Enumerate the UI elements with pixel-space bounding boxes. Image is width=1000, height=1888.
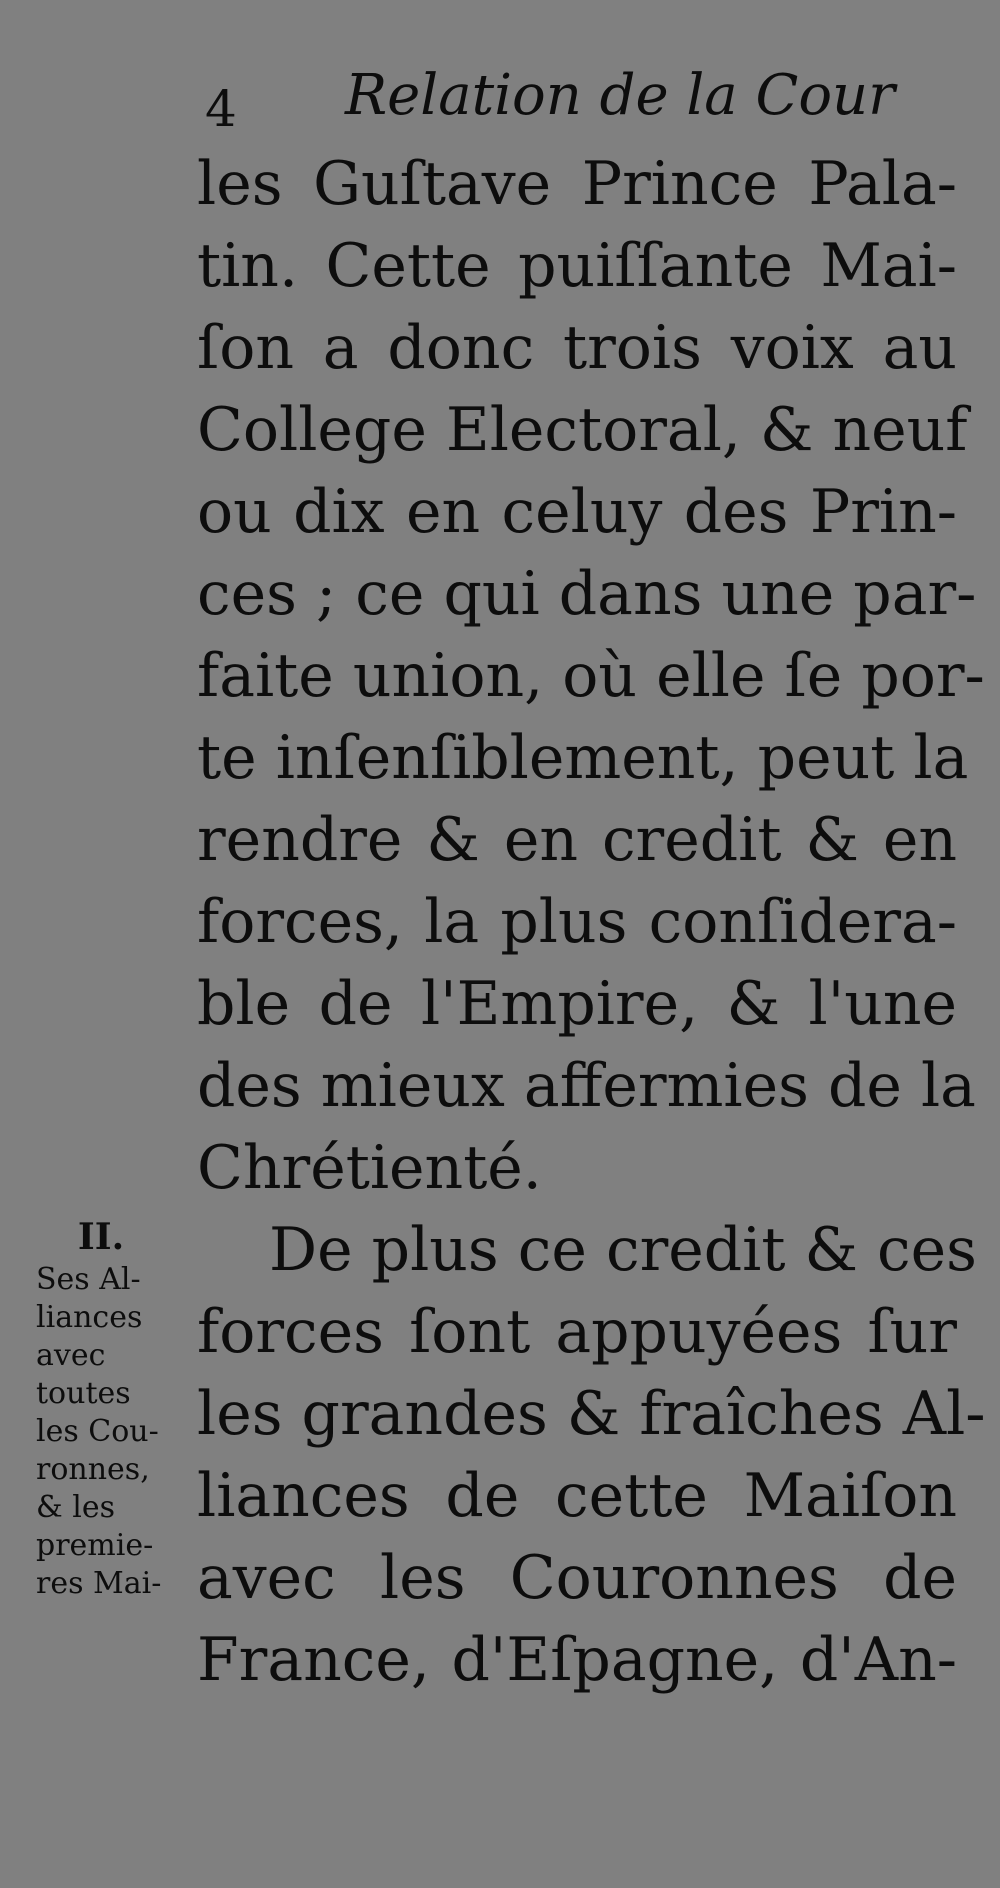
margin-note-line: premie-	[36, 1528, 154, 1563]
margin-note-number: II.	[77, 1216, 125, 1258]
margin-note-line: res Mai-	[36, 1566, 162, 1601]
margin-note-line: avec	[36, 1338, 106, 1373]
text-line: faite union, où elle ſe por-	[197, 641, 985, 711]
margin-note	[36, 1215, 186, 1603]
page-number: 4	[205, 80, 237, 138]
margin-note-line: ronnes,	[36, 1452, 150, 1487]
text-line: ou dix en celuy des Prin-	[197, 477, 957, 547]
text-line: France, d'Eſpagne, d'An-	[197, 1625, 957, 1695]
text-line: forces, la plus conſidera-	[197, 887, 957, 957]
margin-note-line: liances	[36, 1300, 143, 1335]
running-head: Relation de la Cour	[345, 63, 895, 128]
margin-note-line: Ses Al-	[36, 1262, 141, 1297]
page-header	[205, 63, 965, 138]
text-line: des mieux affermies de la	[197, 1051, 976, 1121]
margin-note-line: toutes	[36, 1376, 131, 1411]
body-text	[197, 143, 986, 1701]
text-line: avec les Couronnes de	[197, 1543, 957, 1613]
text-line: ble de l'Empire, & l'une	[197, 969, 957, 1039]
text-line: ces ; ce qui dans une par-	[197, 559, 977, 629]
text-line: De plus ce credit & ces	[269, 1215, 977, 1285]
margin-note-line: & les	[36, 1490, 115, 1525]
text-line: ſon a donc trois voix au	[197, 313, 957, 383]
text-line: les Guſtave Prince Pala-	[197, 149, 957, 219]
text-line: te inſenſiblement, peut la	[197, 723, 969, 793]
text-line: College Electoral, & neuf	[197, 395, 968, 465]
text-line: forces ſont appuyées ſur	[197, 1297, 957, 1367]
text-line: les grandes & fraîches Al-	[197, 1379, 986, 1449]
text-line: tin. Cette puiſſante Mai-	[197, 231, 957, 301]
text-line: liances de cette Maiſon	[197, 1461, 957, 1531]
text-line: Chrétienté.	[197, 1133, 542, 1203]
margin-note-line: les Cou-	[36, 1414, 159, 1449]
text-line: rendre & en credit & en	[197, 805, 957, 875]
